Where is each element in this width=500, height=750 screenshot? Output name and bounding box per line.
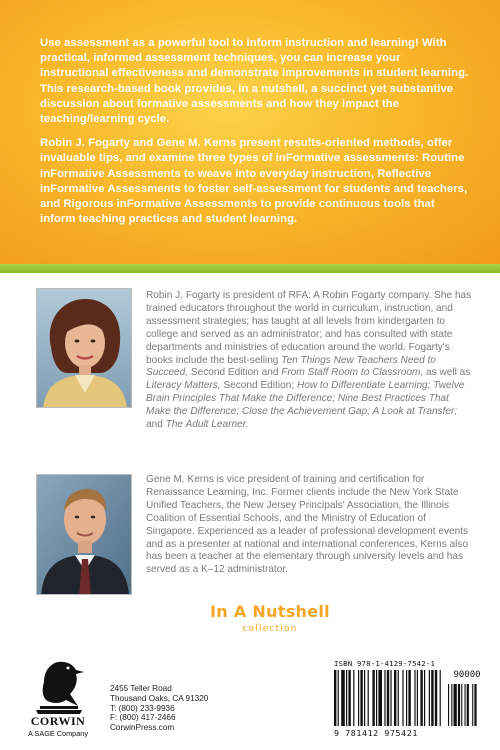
barcode-bar [353, 670, 354, 726]
publisher-address [110, 684, 230, 733]
barcode-bar [341, 670, 345, 726]
barcode-bar [429, 670, 430, 726]
barcode-bar [402, 670, 403, 726]
blurb-paragraph-1: Use assessment as a powerful tool to inform instruction and learning! With practical, informed assessment techniques, you can increase your instructional effectiveness and demonstrate improvements in student learning. This research-based book provides, in a nutshell, a succinct yet substantive discussion about formative assessments and how they impact the teaching/learning cycle. [40, 37, 469, 126]
barcode-bar [467, 684, 469, 726]
address-line-1: 2455 Teller Road [110, 684, 172, 693]
barcode-bar [474, 684, 476, 726]
website-link[interactable]: CorwinPress.com [110, 723, 175, 733]
barcode-bar [387, 670, 389, 726]
barcode-bar [420, 670, 422, 726]
barcode-bar [394, 670, 396, 726]
barcode-bar [334, 670, 336, 726]
barcode-bar [368, 670, 369, 726]
barcode-bar [451, 684, 452, 726]
barcode-bar [364, 670, 365, 726]
publisher-tagline: A SAGE Company [27, 729, 89, 738]
barcode-bar [417, 670, 418, 726]
series-title: In A Nutshell [210, 602, 330, 621]
barcode-digits: 9 781412 975421 [334, 728, 418, 738]
isbn-label: ISBN 978-1-4129-7542-1 [334, 659, 436, 668]
barcode-bar [448, 684, 449, 726]
author-photo-fogarty [36, 288, 132, 408]
price-code: 90000 [453, 670, 481, 680]
barcode-bar [346, 670, 347, 726]
address-line-2: Thousand Oaks, CA 91320 [110, 693, 209, 703]
barcode-bar [372, 670, 374, 726]
accent-divider-bar [0, 264, 500, 273]
barcode-bar [465, 684, 466, 726]
barcode-bar [406, 670, 407, 726]
barcode-bar [414, 670, 415, 726]
barcode-bar [390, 670, 391, 726]
barcode-bar [440, 670, 441, 726]
barcode-bar [360, 670, 362, 726]
barcode-bar [458, 684, 460, 726]
barcode-bar [431, 670, 433, 726]
barcode-bar [376, 670, 377, 726]
barcode-bar [408, 670, 410, 726]
barcode-bar [424, 670, 425, 726]
author-photo-kerns [36, 474, 132, 595]
blurb-paragraph-2: Robin J. Fogarty and Gene M. Kerns present results-oriented methods, offer invaluable tips, and examine three types of inFormative assessments: Routine inFormative Assessments to weave into everyday instruction, Reflective inFormative Assessments to foster self-assessment for students and teachers, and Rigorous inFormative Assessments to provide continuous tools that inform teaching practices and student learning. [40, 137, 468, 226]
barcode-bar [338, 670, 339, 726]
phone-number: T: (800) 233-9936 [110, 703, 175, 713]
cover-blurb-panel [0, 0, 500, 264]
barcode-bar [384, 670, 385, 726]
barcode-bar [472, 684, 473, 726]
barcode-bar [454, 684, 457, 726]
barcode-bar [358, 670, 359, 726]
series-subtitle: collection [242, 624, 298, 634]
author-bio-kerns: Gene M. Kerns is vice president of training and certification for Renaissance Learning, Inc. Former clients include the New York State Unified Teachers, the New Jersey Principals' Association, the Illinois Coalition of Essential Schools, and the Ministry of Education of Singapore. Experienced as a leader of professional development events and as a presenter at national and international conferences, Kerns also has been a teacher at the elementary through university levels and has served as a K–12 administrator. [146, 474, 469, 576]
publisher-name: CORWIN [30, 714, 86, 728]
fax-number: F: (800) 417-2466 [110, 713, 176, 723]
author-bio-fogarty: Robin J. Fogarty is president of RFA: A Robin Fogarty company. She has trained educators throughout the world in curriculum, instruction, and assessment strategies; has taught at all levels from kindergarten to college and served as an administrator; and has consulted with state departments and ministries of education around the world. Fogarty's books include the best-selling Ten Things New Teachers Need to Succeed, Second Edition and From Staff Room to Classroom, as well as Literacy Matters, Second Edition; How to Differentiate Learning; Twelve Brain Principles That Make the Difference; Nine Best Practices That Make the Difference; Close the Achievement Gap; A Look at Transfer; and The Adult Learner. [146, 290, 472, 431]
barcode-bar [348, 670, 350, 726]
barcode-bar [378, 670, 382, 726]
barcode-bar [398, 670, 399, 726]
barcode-bar [461, 684, 462, 726]
barcode-bar [435, 670, 437, 726]
